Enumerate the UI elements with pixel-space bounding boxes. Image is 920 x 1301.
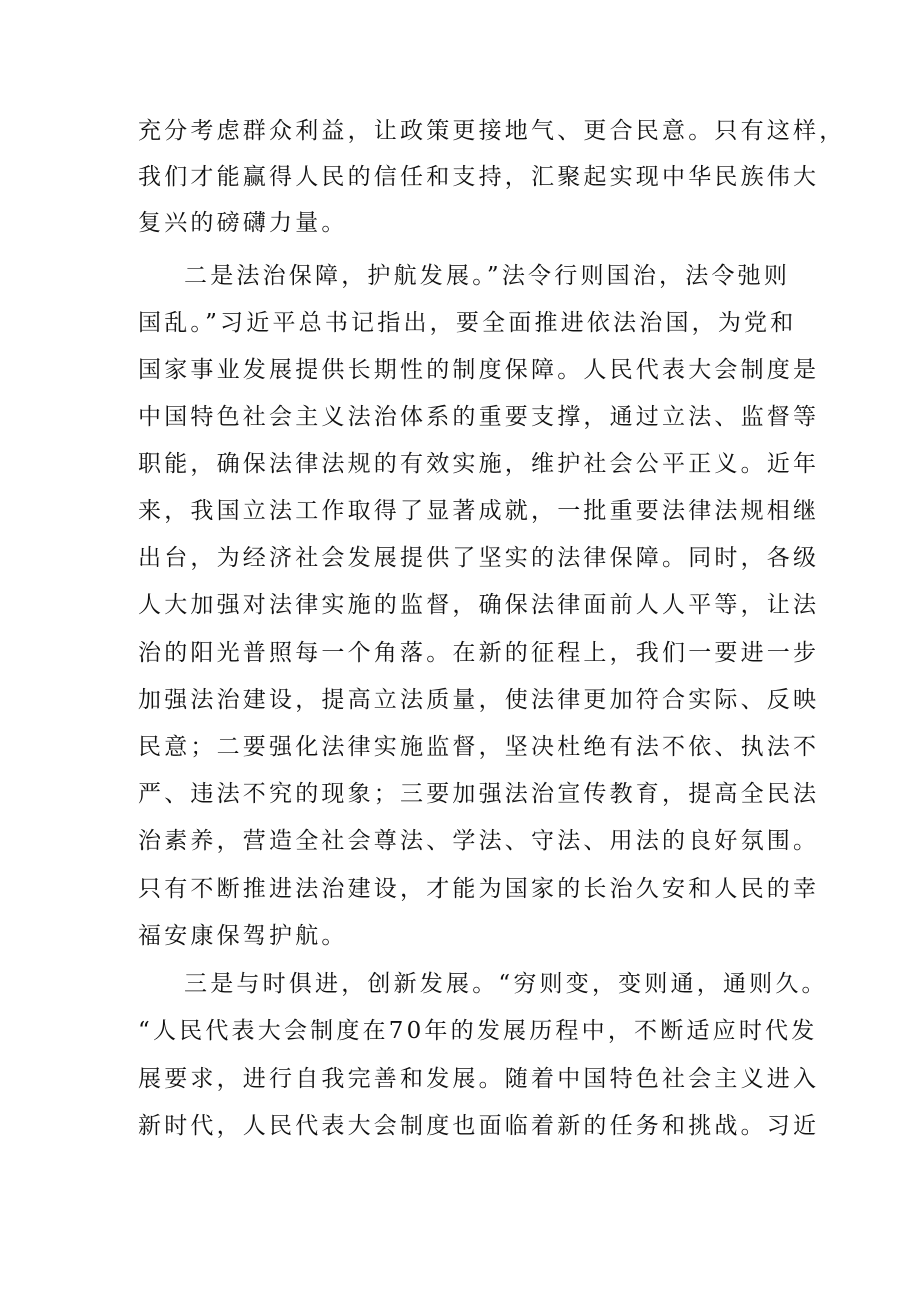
text-line: 国乱。”习近平总书记指出，要全面推进依法治国，为党和	[138, 310, 797, 336]
text-line: 职能，确保法律法规的有效实施，维护社会公平正义。近年	[138, 451, 820, 477]
text-line: 复兴的磅礴力量。	[138, 210, 348, 236]
text-line: 出台，为经济社会发展提供了坚实的法律保障。同时，各级	[138, 545, 820, 571]
text-line: 治的阳光普照每一个角落。在新的征程上，我们一要进一步	[138, 640, 820, 666]
text-line: 严、违法不究的现象；三要加强法治宣传教育，提高全民法	[138, 781, 820, 807]
text-line: 国家事业发展提供长期性的制度保障。人民代表大会制度是	[138, 357, 820, 383]
paragraph-heading-line: 三是与时俱进，创新发展。“穷则变，变则通，通则久。	[184, 971, 828, 997]
text-line: 来，我国立法工作取得了显著成就，一批重要法律法规相继	[138, 498, 820, 524]
text-line: 加强法治建设，提高立法质量，使法律更加符合实际、反映	[138, 687, 820, 713]
text-line: “人民代表大会制度在70年的发展历程中，不断适应时代发	[138, 1018, 818, 1044]
text-line: 充分考虑群众利益，让政策更接地气、更合民意。只有这样，	[138, 118, 846, 144]
text-line: 福安康保驾护航。	[138, 923, 348, 949]
text-line: 新时代，人民代表大会制度也面临着新的任务和挑战。习近	[138, 1113, 820, 1139]
text-line: 中国特色社会主义法治体系的重要支撑，通过立法、监督等	[138, 404, 820, 430]
text-line: 民意；二要强化法律实施监督，坚决杜绝有法不依、执法不	[138, 734, 820, 760]
text-line: 只有不断推进法治建设，才能为国家的长治久安和人民的幸	[138, 876, 820, 902]
text-line: 我们才能赢得人民的信任和支持，汇聚起实现中华民族伟大	[138, 164, 820, 190]
text-line: 人大加强对法律实施的监督，确保法律面前人人平等，让法	[138, 592, 820, 618]
text-line: 展要求，进行自我完善和发展。随着中国特色社会主义进入	[138, 1066, 820, 1092]
paragraph-heading-line: 二是法治保障，护航发展。”法令行则国治，法令弛则	[184, 263, 791, 289]
text-line: 治素养，营造全社会尊法、学法、守法、用法的良好氛围。	[138, 828, 820, 854]
